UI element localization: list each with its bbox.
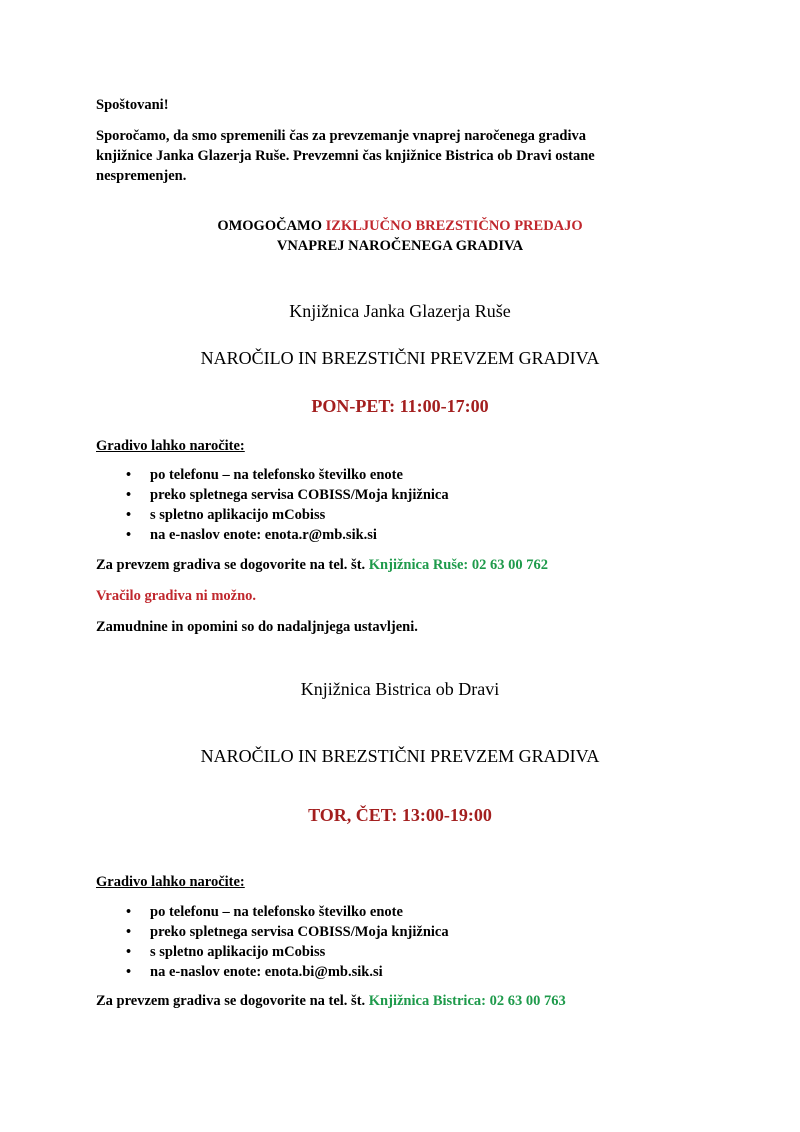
bistrica-order-title: NAROČILO IN BREZSTIČNI PREVZEM GRADIVA: [200, 746, 600, 766]
bistrica-library-name: Knjižnica Bistrica ob Dravi: [300, 679, 500, 699]
notice-prefix: OMOGOČAMO: [217, 218, 326, 234]
list-item: • preko spletnega servisa COBISS/Moja knjižnica: [126, 924, 449, 940]
bistrica-hours: TOR, ČET: 13:00-19:00: [308, 805, 492, 825]
bullet-icon: •: [126, 487, 132, 503]
bistrica-pickup: [96, 991, 566, 1011]
ruse-order-title: NAROČILO IN BREZSTIČNI PREVZEM GRADIVA: [200, 348, 600, 368]
list-item: • s spletno aplikacijo mCobiss: [126, 944, 326, 960]
ruse-pickup-contact: Knjižnica Ruše: 02 63 00 762: [368, 557, 549, 573]
notice-line-2: VNAPREJ NAROČENEGA GRADIVA: [276, 238, 524, 254]
list-item: • po telefonu – na telefonsko številko enote: [126, 904, 403, 920]
list-item: • po telefonu – na telefonsko številko enote: [126, 467, 403, 483]
bistrica-pickup-contact: Knjižnica Bistrica: 02 63 00 763: [368, 993, 566, 1009]
ruse-pickup: [96, 555, 548, 575]
bullet-icon: •: [126, 467, 132, 483]
list-item: • preko spletnega servisa COBISS/Moja knjižnica: [126, 487, 449, 503]
list-item: • na e-naslov enote: enota.r@mb.sik.si: [126, 527, 377, 543]
bullet-icon: •: [126, 944, 132, 960]
ruse-order-heading: Gradivo lahko naročite:: [96, 438, 245, 454]
notice-highlight: IZKLJUČNO BREZSTIČNO PREDAJO: [325, 218, 583, 234]
greeting: Spoštovani!: [96, 97, 169, 113]
intro-line-2: knjižnice Janka Glazerja Ruše. Prevzemni čas knjižnice Bistrica ob Dravi ostane: [96, 148, 595, 164]
bullet-icon: •: [126, 904, 132, 920]
ruse-pickup-prefix: Za prevzem gradiva se dogovorite na tel. št.: [96, 557, 369, 573]
list-item: • na e-naslov enote: enota.bi@mb.sik.si: [126, 964, 383, 980]
bullet-icon: •: [126, 924, 132, 940]
bullet-icon: •: [126, 507, 132, 523]
ruse-fines-note: Zamudnine in opomini so do nadaljnjega ustavljeni.: [96, 619, 418, 635]
intro-line-3: nespremenjen.: [96, 168, 187, 184]
ruse-order-list: [96, 465, 449, 545]
ruse-return-note: Vračilo gradiva ni možno.: [96, 588, 257, 604]
list-item: • s spletno aplikacijo mCobiss: [126, 507, 326, 523]
intro-line-1: Sporočamo, da smo spremenili čas za prevzemanje vnaprej naročenega gradiva: [96, 128, 587, 144]
ruse-hours: PON-PET: 11:00-17:00: [311, 396, 489, 416]
bullet-icon: •: [126, 527, 132, 543]
bistrica-order-heading: Gradivo lahko naročite:: [96, 874, 245, 890]
ruse-library-name: Knjižnica Janka Glazerja Ruše: [289, 301, 511, 321]
notice-line-1: [0, 216, 800, 236]
bistrica-pickup-prefix: Za prevzem gradiva se dogovorite na tel. št.: [96, 993, 369, 1009]
bistrica-order-list: [96, 902, 449, 982]
bullet-icon: •: [126, 964, 132, 980]
